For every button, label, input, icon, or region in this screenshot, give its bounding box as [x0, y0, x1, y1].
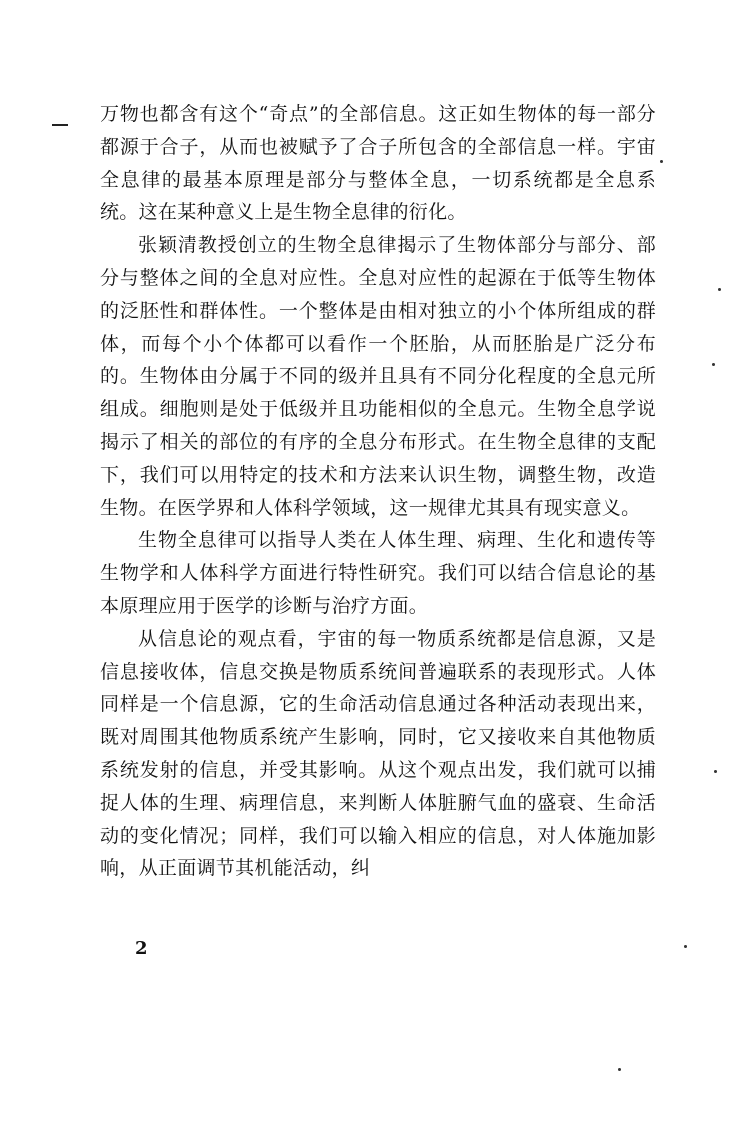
scan-speck — [718, 288, 721, 291]
scan-speck — [660, 160, 663, 163]
scan-speck — [712, 363, 715, 366]
paragraph-3: 生物全息律可以指导人类在人体生理、病理、生化和遗传等生物学和人体科学方面进行特性研究。我们可以结合信息论的基本原理应用于医学的诊断与治疗方面。 — [100, 529, 656, 617]
scan-speck — [714, 770, 717, 773]
page-number: 2 — [135, 938, 148, 959]
paragraph-1: 万物也都含有这个“奇点”的全部信息。这正如生物体的每一部分都源于合子，从而也被赋予了合子所包含的全部信息一样。宇宙全息律的最基本原理是部分与整体全息，一切系统都是全息系统。这在某种意义上是生物全息律的衍化。 — [100, 103, 656, 224]
paragraph-4: 从信息论的观点看，宇宙的每一物质系统都是信息源，又是信息接收体，信息交换是物质系统间普遍联系的表现形式。人体同样是一个信息源，它的生命活动信息通过各种活动表现出来，既对周围其他物质系统产生影响，同时，它又接收来自其他物质系统发射的信息，并受其影响。从这个观点出发，我们就可以捕捉人体的生理、病理信息，来判断人体脏腑气血的盛衰、生命活动的变化情况；同样，我们可以输入相应的信息，对人体施加影响，从正面调节其机能活动，纠 — [100, 627, 656, 880]
margin-mark — [52, 124, 68, 126]
paragraph-2: 张颖清教授创立的生物全息律揭示了生物体部分与部分、部分与整体之间的全息对应性。全息对应性的起源在于低等生物体的泛胚性和群体性。一个整体是由相对独立的小个体所组成的群体，而每个小个体都可以看作一个胚胎，从而胚胎是广泛分布的。生物体由分属于不同的级并且具有不同分化程度的全息元所组成。细胞则是处于低级并且功能相似的全息元。生物全息学说揭示了相关的部位的有序的全息分布形式。在生物全息律的支配下，我们可以用特定的技术和方法来认识生物，调整生物，改造生物。在医学界和人体科学领域，这一规律尤其具有现实意义。 — [100, 234, 656, 519]
scan-speck — [618, 1068, 621, 1071]
body-text — [100, 98, 656, 885]
scan-speck — [684, 945, 687, 948]
